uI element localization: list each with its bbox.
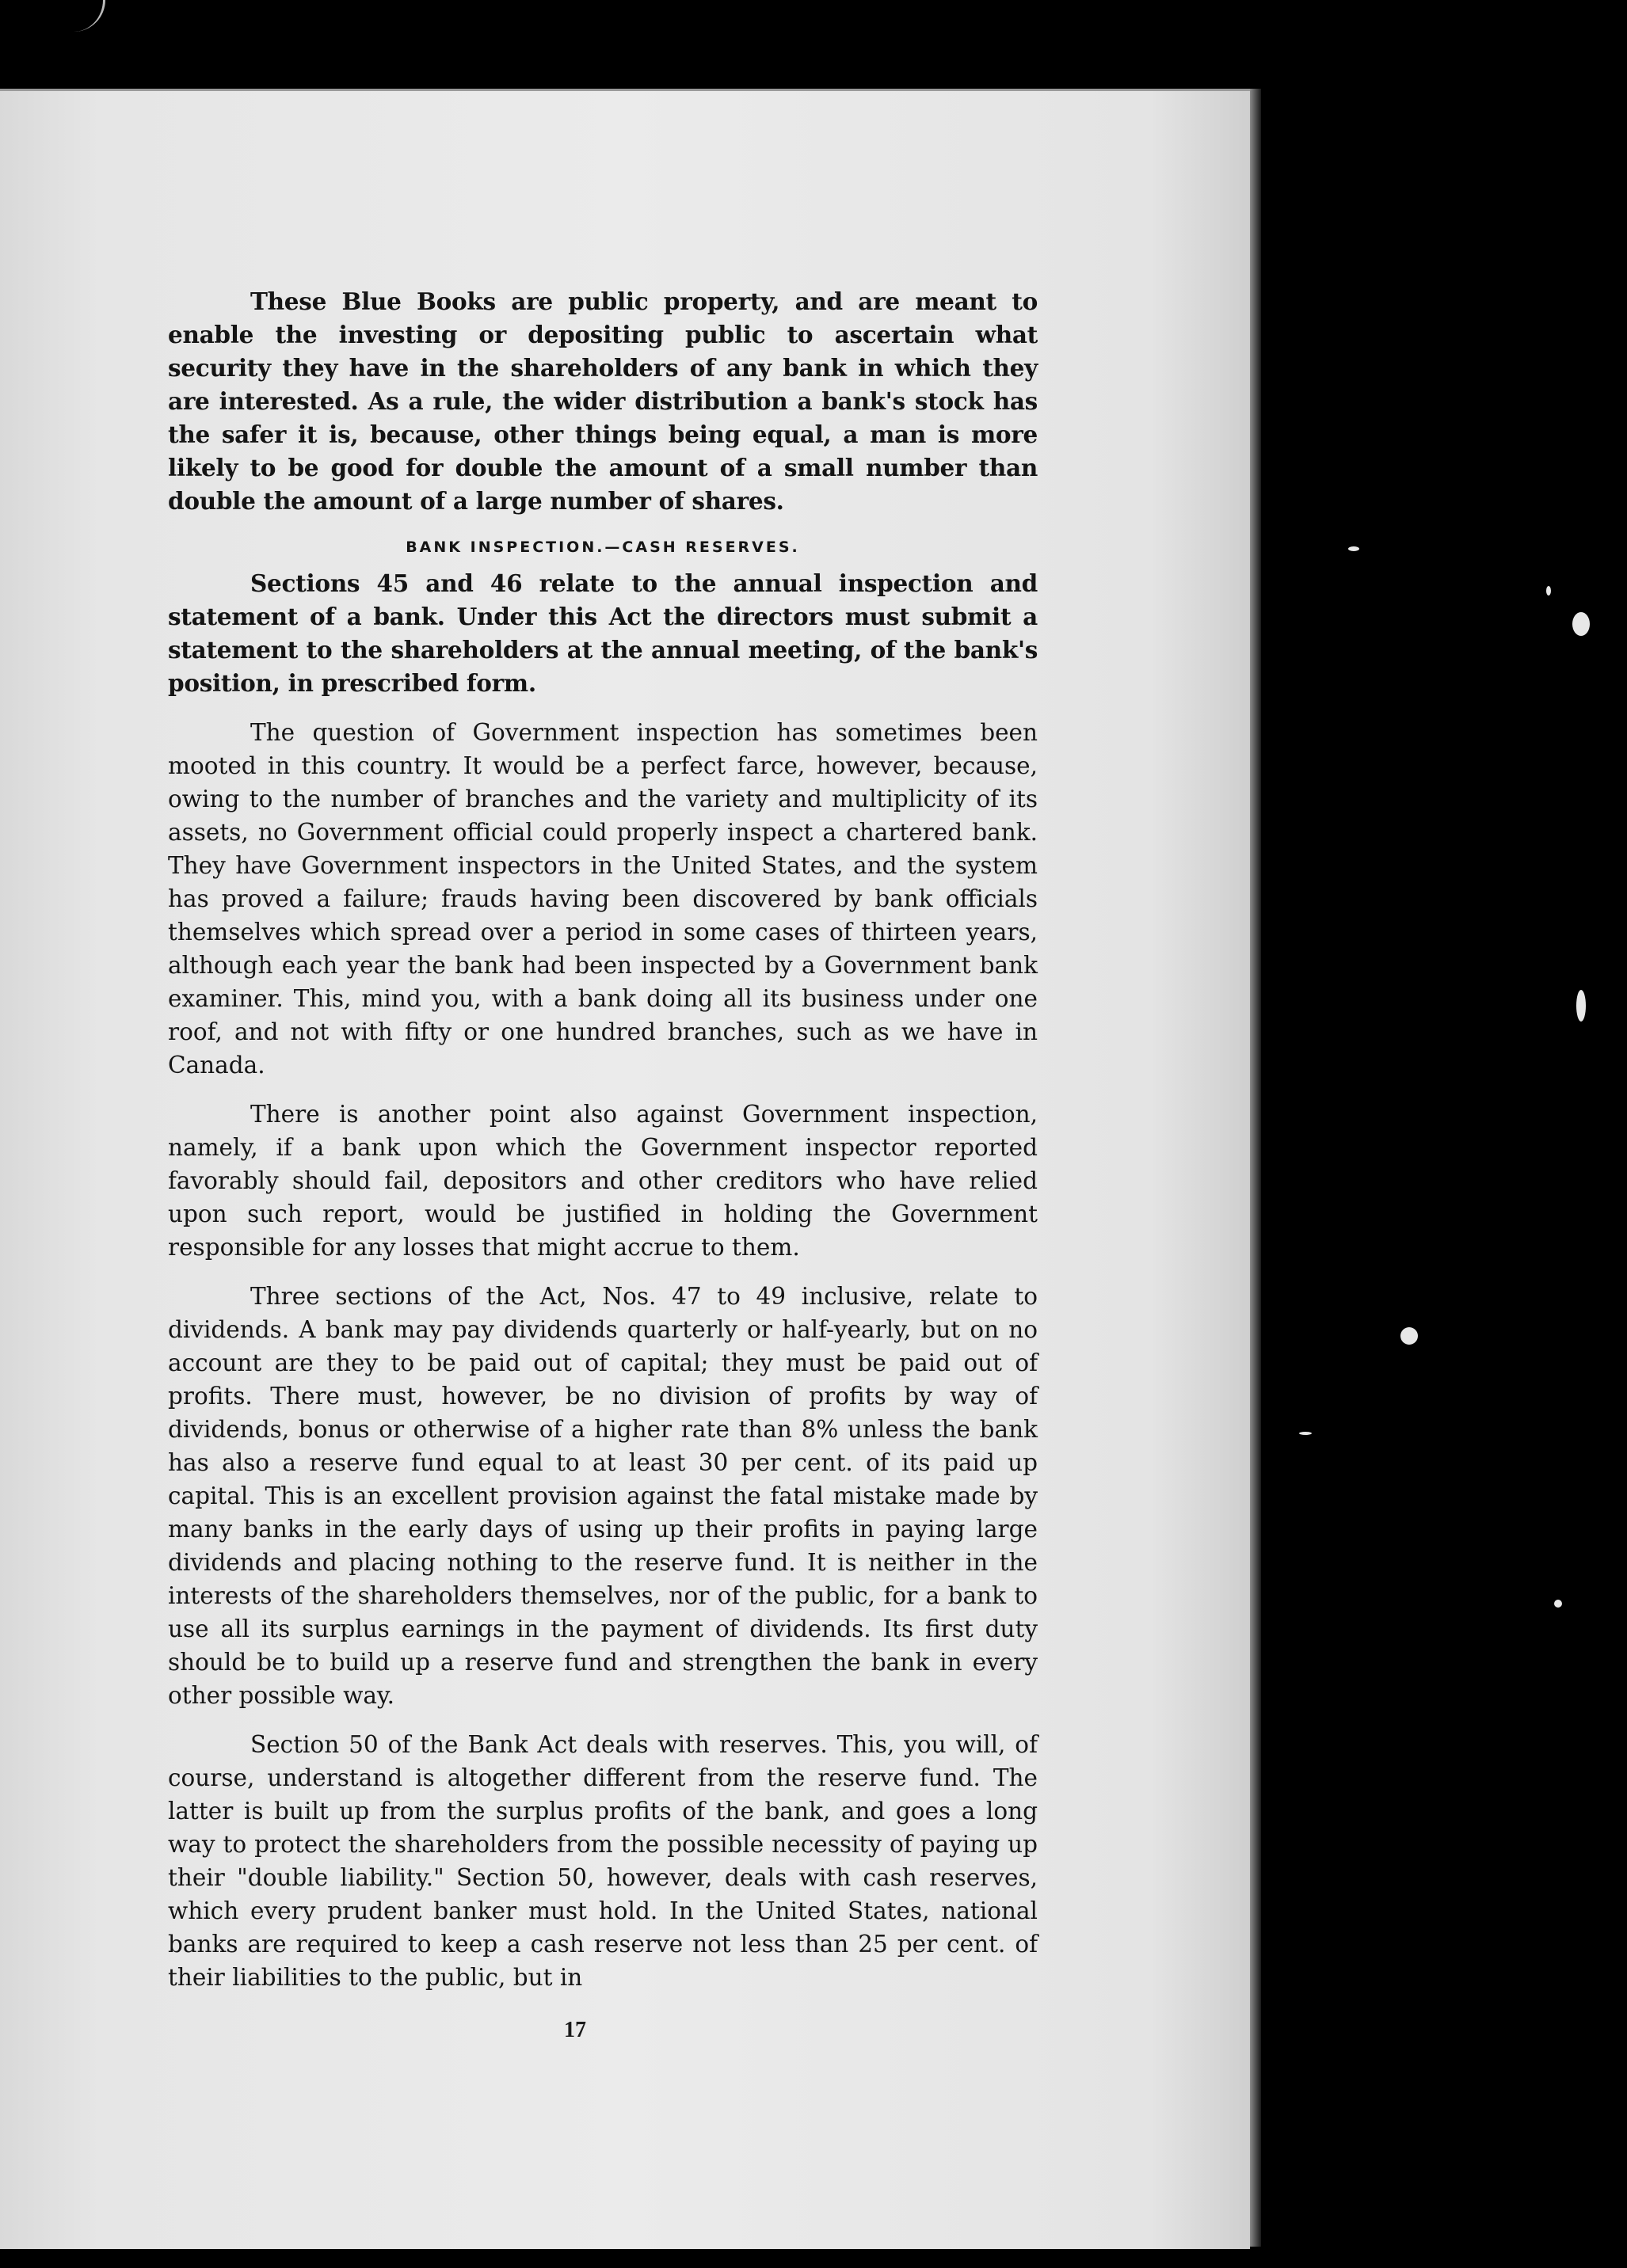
paragraph: Three sections of the Act, Nos. 47 to 49 inclusive, relate to dividends. A bank may pay dividends quarterly or half-yearly, but on no account are they to be paid out of capital; they must be paid out of profits. There must, however, be no division of profits by way of dividends, bonus or otherwise of a higher rate than 8% unless the bank has also a reserve fund equal to at least 30 per cent. of its paid up capital. This is an excellent provision against the fatal mistake made by many banks in the early days of using up their profits in paying large dividends and placing nothing to the reserve fund. It is neither in the interests of the shareholders themselves, nor of the public, for a bank to use all its surplus earnings in the payment of dividends. Its first duty should be to build up a reserve fund and strengthen the bank in every other possible way. [168,1283,1038,1709]
dust-speck [1572,612,1590,636]
paragraph: Section 50 of the Bank Act deals with reserves. This, you will, of course, understand is altogether different from the reserve fund. The latter is built up from the surplus profits of the bank, and goes a long way to protect the shareholders from the possible necessity of paying up their "double liability." Section 50, however, deals with cash reserves, which every prudent banker must hold. In the United States, national banks are required to keep a cash reserve not less than 25 per cent. of their liabilities to the public, but in [168,1731,1038,1991]
paragraph: The question of Government inspection has sometimes been mooted in this country. It would be a perfect farce, however, because, owing to the number of branches and the variety and multiplicity of its assets, no Government official could properly inspect a chartered bank. They have Government inspectors in the United States, and the system has proved a failure; frauds having been discovered by bank officials themselves which spread over a period in some cases of thirteen years, although each year the bank had been inspected by a Government bank examiner. This, mind you, with a bank doing all its business under one roof, and not with fifty or one hundred branches, such as we have in Canada. [168,719,1038,1079]
page-number: 17 [564,2018,586,2042]
paragraph: These Blue Books are public property, and are meant to enable the investing or depositing public to ascertain what security they have in the shareholders of any bank in which they are interested. As a rule, the wider distribution a bank's stock has the safer it is, because, other things being equal, a man is more likely to be good for double the amount of a small number than double the amount of a large number of shares. [168,287,1038,515]
paragraph: Sections 45 and 46 relate to the annual inspection and statement of a bank. Under this Act the directors must submit a statement to the shareholders at the annual meeting, of the bank's position, in prescribed form. [168,569,1038,697]
paragraph: There is another point also against Government inspection, namely, if a bank upon which the Government inspector reported favorably should fail, depositors and other creditors who have relied upon such report, would be justified in holding the Government responsible for any losses that might accrue to them. [168,1101,1038,1261]
dust-speck [1400,1327,1418,1345]
section-heading: BANK INSPECTION.—CASH RESERVES. [406,538,800,556]
dust-speck [1576,990,1586,1022]
dust-speck [1299,1432,1312,1435]
book-spine-shadow [1250,89,1261,2247]
dust-speck [1348,546,1359,551]
dust-speck [1546,586,1551,596]
dust-speck [1554,1600,1562,1608]
body-text-column [168,285,1038,1994]
page-curl-mark [48,0,105,32]
